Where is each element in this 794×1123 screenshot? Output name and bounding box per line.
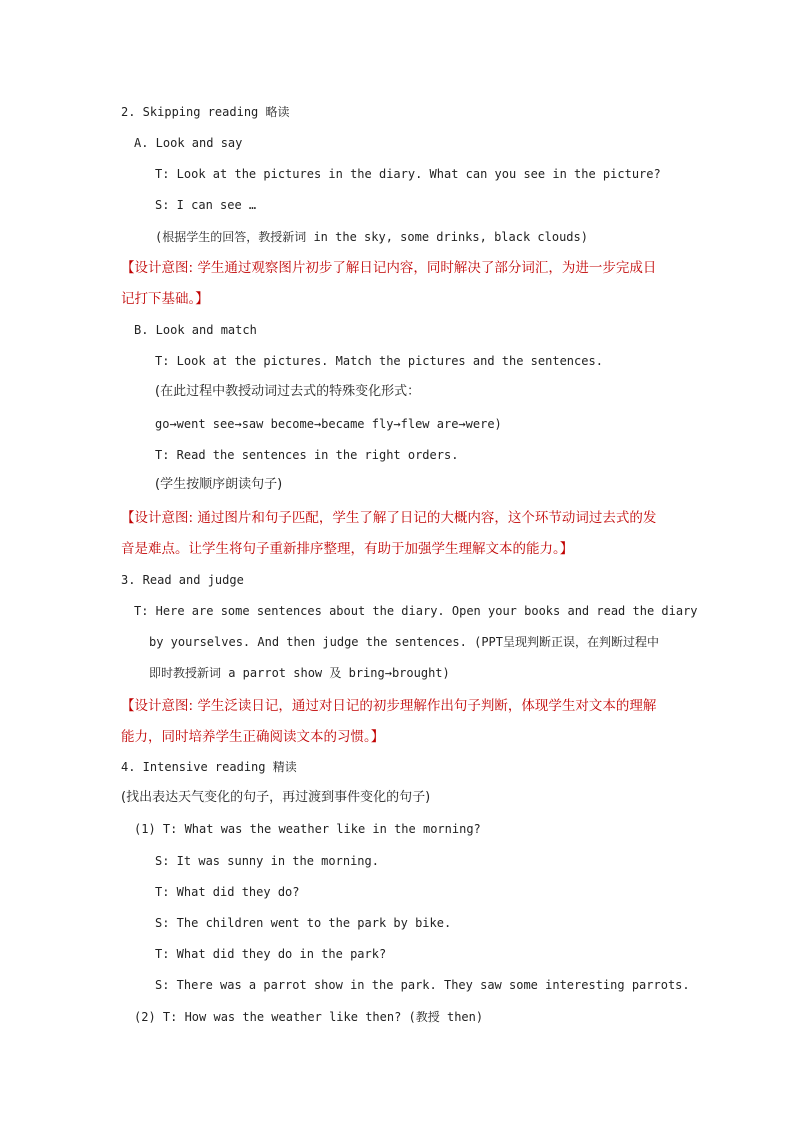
question-2-teacher: (2) T: How was the weather like then? (教授 then) bbox=[134, 1010, 484, 1024]
part-b-note: (在此过程中教授动词过去式的特殊变化形式： bbox=[155, 384, 421, 399]
section-2-title: 2. Skipping reading 略读 bbox=[121, 105, 290, 119]
part-a-student-line: S: I can see … bbox=[155, 198, 257, 212]
design-intent-3-line-2: 能力，同时培养学生正确阅读文本的习惯。】 bbox=[121, 729, 385, 745]
part-b-title: B. Look and match bbox=[134, 323, 257, 337]
design-intent-2-line-1: 【设计意图: 通过图片和句子匹配，学生了解了日记的大概内容，这个环节动词过去式的发 bbox=[121, 510, 657, 526]
question-1-teacher-2: T: What did they do? bbox=[155, 885, 300, 899]
question-1-student-3: S: There was a parrot show in the park. They saw some interesting parrots. bbox=[155, 978, 690, 992]
question-1-teacher-3: T: What did they do in the park? bbox=[155, 947, 387, 961]
question-1-student-2: S: The children went to the park by bike. bbox=[155, 916, 452, 930]
question-1-student: S: It was sunny in the morning. bbox=[155, 854, 379, 868]
part-a-title: A. Look and say bbox=[134, 136, 243, 150]
part-a-teacher-line: T: Look at the pictures in the diary. What can you see in the picture? bbox=[155, 167, 661, 181]
design-intent-3-line-1: 【设计意图: 学生泛读日记，通过对日记的初步理解作出句子判断，体现学生对文本的理解 bbox=[121, 698, 657, 714]
design-intent-2-line-2: 音是难点。让学生将句子重新排序整理，有助于加强学生理解文本的能力。】 bbox=[121, 541, 574, 557]
part-b-note-2: (学生按顺序朗读句子) bbox=[155, 477, 283, 492]
design-intent-1-line-2: 记打下基础。】 bbox=[121, 291, 209, 307]
section-3-line-2: by yourselves. And then judge the sentences. (PPT呈现判断正误，在判断过程中 bbox=[149, 635, 660, 649]
section-3-line-1: T: Here are some sentences about the diary. Open your books and read the diary bbox=[134, 604, 698, 618]
design-intent-1-line-1: 【设计意图: 学生通过观察图片初步了解日记内容，同时解决了部分词汇，为进一步完成日 bbox=[121, 260, 657, 276]
part-a-note: (根据学生的回答，教授新词 in the sky, some drinks, black clouds) bbox=[155, 230, 588, 244]
section-3-title: 3. Read and judge bbox=[121, 573, 244, 587]
section-4-note: (找出表达天气变化的句子，再过渡到事件变化的句子) bbox=[121, 790, 431, 805]
question-1-teacher: (1) T: What was the weather like in the morning? bbox=[134, 822, 481, 836]
part-b-verb-forms: go→went see→saw become→became fly→flew are→were) bbox=[155, 417, 502, 431]
part-b-teacher-line-2: T: Read the sentences in the right orders. bbox=[155, 448, 459, 462]
part-b-teacher-line: T: Look at the pictures. Match the pictures and the sentences. bbox=[155, 354, 603, 368]
section-4-title: 4. Intensive reading 精读 bbox=[121, 760, 297, 774]
section-3-line-3: 即时教授新词 a parrot show 及 bring→brought) bbox=[149, 666, 450, 680]
